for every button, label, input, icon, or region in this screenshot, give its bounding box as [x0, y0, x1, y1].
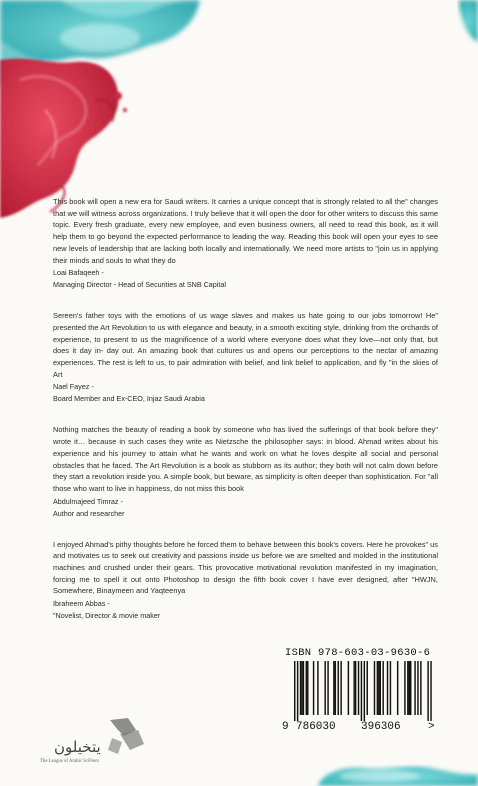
barcode-bar: [420, 661, 421, 715]
barcode-bar: [338, 661, 339, 715]
barcode-left-group: 786030: [296, 721, 336, 733]
barcode-digits: [282, 721, 448, 735]
barcode-bar: [380, 661, 381, 715]
back-cover-blurbs: [53, 196, 438, 641]
blurb-text: I enjoyed Ahmad's pithy thoughts before he forced them to behave between this book's covers. Here he provokes" us and motivates us to seek out creativity and passions inside us before we are smelted and molded in the institutional machines and crushed under their gears. This provocative motivational revolution manifested in my imagination, forcing me to spell it out onto Photoshop to design the fifth book cover I have ever designed, after "HWJN, Somewhere, Binaymeen and Yaqteenya: [53, 539, 438, 596]
blurb-3: [53, 424, 438, 519]
barcode-bar: [414, 661, 415, 715]
barcode-bar: [374, 661, 375, 715]
barcode-bar: [313, 661, 314, 715]
barcode-bar: [348, 661, 349, 715]
barcode-bar: [335, 661, 336, 715]
barcode-bar: [367, 661, 368, 715]
barcode-bar: [294, 661, 295, 721]
barcode-bar: [303, 661, 304, 715]
blurb-text: This book will open a new era for Saudi writers. It carries a unique concept that is strongly related to all the" changes that we will witness across organizations. I truly believe that it will open the door for other writers to discuss this same topic. Every fresh graduate, every new employee, and even business owners, all need to read this book, as it will help them to go beyond the expected performance to leading the way. Reading this book will open your eyes to see new levels of leadership that are lacking both locally and internationally. We need more artists to "join us in applying their minds and souls to what they do: [53, 197, 438, 265]
barcode-bar: [377, 661, 378, 715]
barcode-bar: [390, 661, 391, 715]
barcode-bar: [340, 661, 341, 715]
isbn-label: ISBN 978-603-03-9630-6: [285, 647, 431, 659]
barcode-right-group: 396306: [361, 721, 401, 733]
barcode-bar: [358, 661, 359, 715]
publisher-arabic-name: يتخيلون: [54, 738, 101, 756]
isbn-barcode-block: [282, 647, 448, 735]
barcode-bar: [355, 661, 356, 715]
barcode-bar: [417, 661, 418, 715]
blurb-author: Abdulmajeed Timraz -: [53, 496, 123, 506]
blurb-1: [53, 196, 438, 291]
barcode-lead-digit: 9: [282, 721, 289, 733]
blurb-author-role: Author and researcher: [53, 508, 125, 518]
blurb-4: [53, 539, 438, 623]
publisher-tagline: The League of Arabic SciFiers: [40, 759, 99, 764]
barcode-bar: [378, 661, 379, 715]
barcode-bar: [300, 661, 301, 715]
blurb-author-role: "Novelist, Director & movie maker: [53, 611, 161, 621]
barcode-bar: [407, 661, 408, 715]
barcode-bar: [410, 661, 411, 715]
barcode-bar: [317, 661, 318, 715]
barcode-bar: [382, 661, 383, 715]
barcode-bar: [361, 661, 362, 721]
barcode-bar: [301, 661, 302, 715]
barcode-bar: [409, 661, 410, 715]
blurb-author: Loai Bafaqeeh -: [53, 268, 104, 278]
barcode-bar: [333, 661, 334, 715]
blurb-text: Nothing matches the beauty of reading a book by someone who has lived the sufferings of that book before they" wrote it… because in such cases they write as Nietzsche the philosopher says: in blood. Ahmad writes about his experience and his journey to attain what he wants and work on what he loves despite all social and personal obstacles that he faced. The Art Revolution is a book as stubborn as its author; they both will not calm down before they start a revolution inside you. A simple book, but beware, as simplicity is often deeper than sophistication. For "all those who want to live in happiness, do not miss this book: [53, 425, 438, 493]
ink-splash-art: [0, 0, 478, 220]
blurb-author: Nael Fayez -: [53, 382, 94, 392]
barcode-bar: [306, 661, 307, 715]
barcode-bar: [307, 661, 308, 715]
barcode-bar: [427, 661, 428, 721]
barcode-bar: [297, 661, 298, 721]
ean13-barcode: [282, 661, 448, 721]
blurb-author-role: Managing Director - Head of Securities at SNB Capital: [53, 280, 226, 290]
barcode-bar: [353, 661, 354, 715]
blurb-author-role: Board Member and Ex-CEO, Injaz Saudi Arabia: [53, 394, 205, 404]
barcode-bar: [324, 661, 325, 715]
blurb-2: [53, 310, 438, 405]
barcode-bar: [387, 661, 388, 715]
blurb-author: Ibraheem Abbas -: [53, 599, 110, 609]
barcode-bar: [430, 661, 431, 721]
barcode-bar: [327, 661, 328, 715]
barcode-bar: [404, 661, 405, 715]
barcode-bar: [397, 661, 398, 715]
blurb-text: Sereen's father toys with the emotions of us wage slaves and makes us hate going to our jobs tomorrow! He" presented the Art Revolution to us with elegance and beauty, in a smooth exciting style, drinking from the orchards of experience, to present to us the magnificence of a world where everyone does what they love—not only that, but does it day in- day out. An amazing book that cultures us and opens our perceptions to the nectar of amazing experiences. The rest is left to us, to pair admiration with belief, and link belief to application, and fly "in the skies of Art: [53, 311, 438, 379]
barcode-quiet-marker: >: [428, 721, 435, 733]
barcode-bar: [364, 661, 365, 721]
